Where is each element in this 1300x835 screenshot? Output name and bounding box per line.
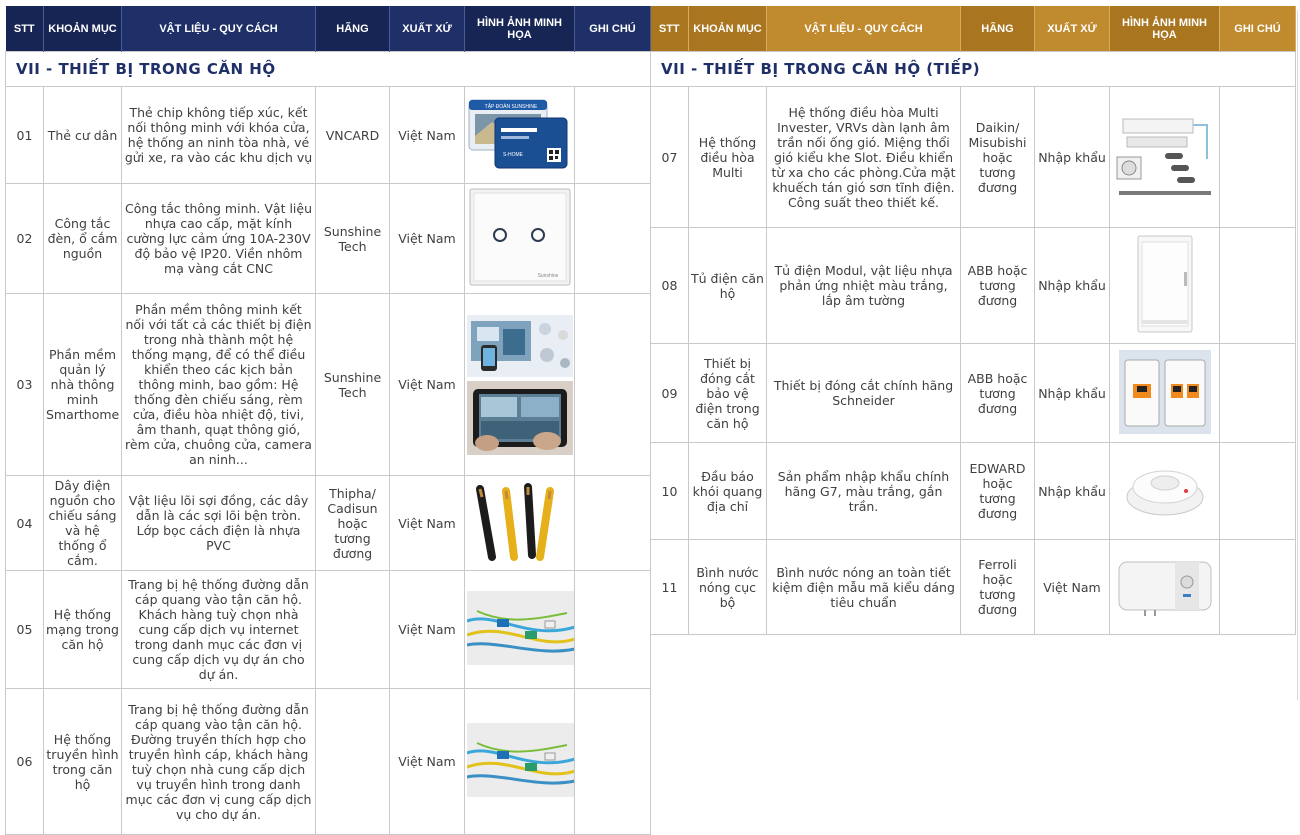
- row-origin: Nhập khẩu: [1035, 87, 1110, 228]
- header-spec: VẬT LIỆU - QUY CÁCH: [122, 6, 316, 52]
- table-row: [651, 87, 1296, 228]
- header-brand: HÃNG: [316, 6, 390, 52]
- left-section-title: VII - THIẾT BỊ TRONG CĂN HỘ: [6, 52, 651, 87]
- row-stt: 07: [651, 87, 689, 228]
- row-stt: 08: [651, 228, 689, 344]
- row-spec: Vật liệu lõi sợi đồng, các dây dẫn là các sợi lõi bện tròn. Lớp bọc cách điện là nhựa PVC: [122, 476, 316, 571]
- row-spec: Trang bị hệ thống đường dẫn cáp quang vào tận căn hộ. Khách hàng tuỳ chọn nhà cung cấp dịch vụ internet trong danh mục các đơn vị cung cấp dịch vụ dự án cho dự án.: [122, 571, 316, 689]
- row-spec: Hệ thống điều hòa Multi Invester, VRVs dàn lạnh âm trần nối ống gió. Miệng thổi gió kiểu khe Slot. Điều khiển từ xa cho các phòng.Cửa mặt khuếch tán gió sơn tĩnh điện. Công suất theo thiết kế.: [767, 87, 961, 228]
- row-item: Thẻ cư dân: [44, 87, 122, 184]
- right-section-title: VII - THIẾT BỊ TRONG CĂN HỘ (TIẾP): [651, 52, 1296, 87]
- header-note: GHI CHÚ: [1220, 6, 1296, 52]
- row-note: [575, 294, 651, 476]
- header-stt: STT: [6, 6, 44, 52]
- row-stt: 02: [6, 184, 44, 294]
- header-spec: VẬT LIỆU - QUY CÁCH: [767, 6, 961, 52]
- row-image: [1110, 443, 1220, 540]
- table-row: [651, 228, 1296, 344]
- right-panel: [650, 6, 1295, 635]
- left-header-row: [6, 6, 651, 52]
- row-brand: Sunshine Tech: [316, 184, 390, 294]
- smoke-detector-image: [1120, 455, 1210, 525]
- row-image: [465, 294, 575, 476]
- row-note: [575, 87, 651, 184]
- row-item: Công tắc đèn, ổ cắm nguồn: [44, 184, 122, 294]
- row-image: [465, 689, 575, 835]
- row-spec: Sản phẩm nhập khẩu chính hãng G7, màu trắng, gắn trần.: [767, 443, 961, 540]
- row-brand: Sunshine Tech: [316, 294, 390, 476]
- row-image: [1110, 540, 1220, 635]
- row-spec: Trang bị hệ thống đường dẫn cáp quang vào tận căn hộ. Đường truyền thích hợp cho truyền hình cáp, khách hàng tuỳ chọn nhà cung cấp dịch vụ truyền hình trong danh mục các đơn vị cung cấp dịch vụ cho dự án.: [122, 689, 316, 835]
- table-row: [651, 344, 1296, 443]
- row-spec: Công tắc thông minh. Vật liệu nhựa cao cấp, mặt kính cường lực cảm ứng 10A-230V độ bảo vệ IP20. Viền nhôm mạ vàng cắt CNC: [122, 184, 316, 294]
- row-item: Hệ thống truyền hình trong căn hộ: [44, 689, 122, 835]
- electrical-cabinet-image: [1130, 232, 1200, 336]
- table-row: [6, 689, 651, 835]
- fiber-cables-image: [467, 723, 575, 797]
- row-note: [575, 184, 651, 294]
- row-stt: 10: [651, 443, 689, 540]
- header-image: HÌNH ẢNH MINH HỌA: [1110, 6, 1220, 52]
- row-item: Dây điện nguồn cho chiếu sáng và hệ thống ổ cắm.: [44, 476, 122, 571]
- smarthome-devices-image: [467, 315, 573, 377]
- row-origin: Việt Nam: [390, 294, 465, 476]
- ac-system-image: [1115, 111, 1215, 201]
- row-spec: Phần mềm thông minh kết nối với tất cả các thiết bị điện trong nhà thành một hệ thống mạng, để có thể điều khiển theo các kịch bản thông minh, bao gồm: Hệ thống đèn chiếu sáng, rèm cửa, điều hòa nhiệt độ, tivi, âm thanh, quạt thông gió, rèm cửa, chuông cửa, camera an ninh...: [122, 294, 316, 476]
- row-brand: EDWARD hoặc tương đương: [961, 443, 1035, 540]
- row-item: Phần mềm quản lý nhà thông minh Smarthome: [44, 294, 122, 476]
- table-row: [6, 87, 651, 184]
- row-brand: Daikin/ Misubishi hoặc tương đương: [961, 87, 1035, 228]
- header-image: HÌNH ẢNH MINH HỌA: [465, 6, 575, 52]
- water-heater-image: [1115, 554, 1215, 618]
- row-origin: Việt Nam: [390, 689, 465, 835]
- row-image: [1110, 87, 1220, 228]
- right-header-row: [651, 6, 1296, 52]
- switch-brand-text: Sunshine: [537, 273, 558, 279]
- row-origin: Việt Nam: [390, 476, 465, 571]
- row-image: [465, 571, 575, 689]
- row-spec: Thiết bị đóng cắt chính hãng Schneider: [767, 344, 961, 443]
- row-origin: Nhập khẩu: [1035, 443, 1110, 540]
- row-origin: Nhập khẩu: [1035, 228, 1110, 344]
- row-spec: Bình nước nóng an toàn tiết kiệm điện mẫu mã kiểu dáng tiêu chuẩn: [767, 540, 961, 635]
- row-origin: Nhập khẩu: [1035, 344, 1110, 443]
- row-note: [575, 571, 651, 689]
- row-item: Bình nước nóng cục bộ: [689, 540, 767, 635]
- header-item: KHOẢN MỤC: [689, 6, 767, 52]
- row-stt: 04: [6, 476, 44, 571]
- row-image: [1110, 344, 1220, 443]
- row-item: Đầu báo khói quang địa chỉ: [689, 443, 767, 540]
- row-item: Thiết bị đóng cắt bảo vệ điện trong căn hộ: [689, 344, 767, 443]
- table-row: [6, 476, 651, 571]
- row-origin: Việt Nam: [390, 571, 465, 689]
- smart-switch-image: [468, 187, 572, 287]
- row-item: Tủ điện căn hộ: [689, 228, 767, 344]
- header-item: KHOẢN MỤC: [44, 6, 122, 52]
- power-cables-image: [470, 481, 570, 563]
- row-note: [575, 476, 651, 571]
- row-brand: [316, 571, 390, 689]
- row-stt: 09: [651, 344, 689, 443]
- row-brand: Thipha/ Cadisun hoặc tương đương: [316, 476, 390, 571]
- row-origin: Việt Nam: [390, 184, 465, 294]
- header-note: GHI CHÚ: [575, 6, 651, 52]
- header-brand: HÃNG: [961, 6, 1035, 52]
- row-stt: 03: [6, 294, 44, 476]
- row-stt: 06: [6, 689, 44, 835]
- row-stt: 05: [6, 571, 44, 689]
- row-item: Hệ thống mạng trong căn hộ: [44, 571, 122, 689]
- row-image: [465, 87, 575, 184]
- page-edge-line: [1297, 10, 1298, 700]
- row-image: [1110, 228, 1220, 344]
- row-brand: ABB hoặc tương đương: [961, 344, 1035, 443]
- row-image: [465, 184, 575, 294]
- row-item: Hệ thống điều hòa Multi: [689, 87, 767, 228]
- card-holder-text: S-HOME: [503, 151, 523, 158]
- table-row: [6, 184, 651, 294]
- row-stt: 11: [651, 540, 689, 635]
- row-spec: Thẻ chip không tiếp xúc, kết nối thông minh với khóa cửa, hệ thống an ninh tòa nhà, vé gửi xe, ra vào các khu dịch vụ: [122, 87, 316, 184]
- row-spec: Tủ điện Modul, vật liệu nhựa phản ứng nhiệt màu trắng, lắp âm tường: [767, 228, 961, 344]
- row-brand: [316, 689, 390, 835]
- row-note: [1220, 540, 1296, 635]
- fiber-cables-image: [467, 591, 575, 665]
- row-image: [465, 476, 575, 571]
- row-stt: 01: [6, 87, 44, 184]
- row-brand: Ferroli hoặc tương đương: [961, 540, 1035, 635]
- table-row: [6, 294, 651, 476]
- header-origin: XUẤT XỨ: [390, 6, 465, 52]
- header-stt: STT: [651, 6, 689, 52]
- row-note: [1220, 344, 1296, 443]
- row-note: [1220, 228, 1296, 344]
- row-brand: VNCARD: [316, 87, 390, 184]
- table-row: [651, 540, 1296, 635]
- row-note: [1220, 87, 1296, 228]
- row-origin: Việt Nam: [390, 87, 465, 184]
- resident-card-image: [467, 96, 573, 172]
- right-table: [650, 6, 1296, 635]
- row-brand: ABB hoặc tương đương: [961, 228, 1035, 344]
- table-row: [651, 443, 1296, 540]
- header-origin: XUẤT XỨ: [1035, 6, 1110, 52]
- circuit-breakers-image: [1119, 350, 1211, 434]
- table-row: [6, 571, 651, 689]
- row-note: [575, 689, 651, 835]
- row-note: [1220, 443, 1296, 540]
- row-origin: Việt Nam: [1035, 540, 1110, 635]
- card-title-text: TẬP ĐOÀN SUNSHINE: [484, 103, 538, 110]
- left-table: [5, 6, 651, 835]
- tablet-app-image: [467, 381, 573, 455]
- left-panel: [5, 6, 650, 835]
